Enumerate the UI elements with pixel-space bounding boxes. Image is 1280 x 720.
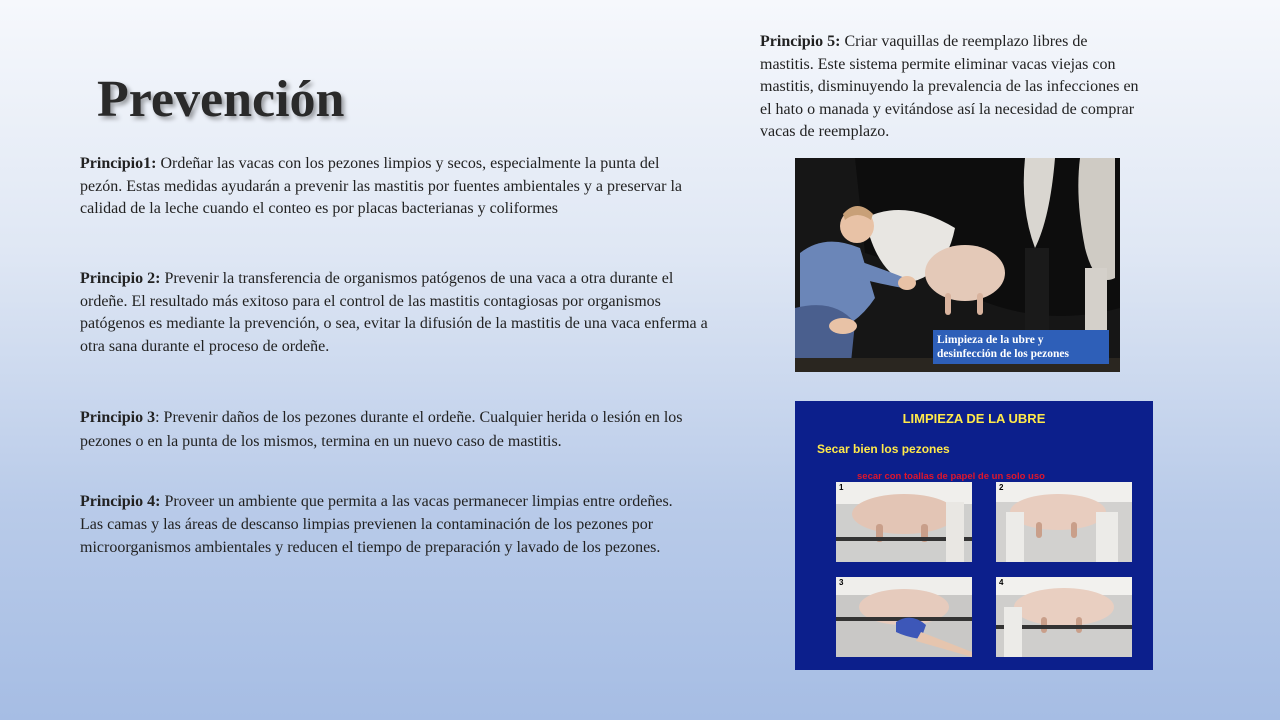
panel-number-2: 2	[999, 483, 1004, 492]
principle-4	[80, 490, 680, 559]
principle-2-label: Principio 2:	[80, 270, 161, 287]
udder-photo-4	[996, 577, 1132, 657]
panel-number-3: 3	[839, 578, 844, 587]
panel-number-1: 1	[839, 483, 844, 492]
principle-4-text: Proveer un ambiente que permita a las vacas permanecer limpias entre ordeñes. Las camas y las áreas de descanso limpias previenen la contaminación de los pezones por microorganismos ambientales y reducen el tiempo de preparación y lavado de los pezones.	[80, 493, 673, 556]
udder-drying-slide	[795, 401, 1153, 670]
slide-panel-1	[836, 482, 972, 562]
page-title: Prevención	[97, 71, 345, 128]
principle-5-label: Principio 5:	[760, 33, 841, 50]
photo-caption-line-1: Limpieza de la ubre y	[937, 334, 1044, 346]
panel-number-4: 4	[999, 578, 1004, 587]
principle-2-text: Prevenir la transferencia de organismos patógenos de una vaca a otra durante el ordeñe. El resultado más exitoso para el control de las mastitis contagiosas por organismos patógenos es mediante la prevención, o sea, evitar la difusión de la mastitis de una vaca enferma a otra sana durante el proceso de ordeñe.	[80, 270, 708, 355]
slide-note: secar con toallas de papel de un solo uso	[857, 471, 1045, 482]
principle-1-text: Ordeñar las vacas con los pezones limpios y secos, especialmente la punta del pezón. Estas medidas ayudarán a prevenir las mastitis por fuentes ambientales y a preservar la calidad de la leche cuando el conteo es por placas bacterianas y coliformes	[80, 155, 682, 217]
udder-photo-1	[836, 482, 972, 562]
slide-title: LIMPIEZA DE LA UBRE	[902, 411, 1046, 426]
photo-caption-line-2: desinfección de los pezones	[937, 348, 1069, 360]
principle-5-text: Criar vaquillas de reemplazo libres de mastitis. Este sistema permite eliminar vacas viejas con mastitis, disminuyendo la prevalencia de las infecciones en el hato o manada y evitándose así la necesidad de comprar vacas de reemplazo.	[760, 33, 1139, 140]
principle-3-text: : Prevenir daños de los pezones durante el ordeñe. Cualquier herida o lesión en los pezones o en la punta de los mismos, termina en un nuevo caso de mastitis.	[80, 409, 683, 450]
slide-panel-3	[836, 577, 972, 657]
slide-panel-2	[996, 482, 1132, 562]
udder-photo-2	[996, 482, 1132, 562]
principle-3	[80, 406, 700, 454]
udder-cleaning-photo	[795, 158, 1120, 372]
principle-4-label: Principio 4:	[80, 493, 161, 510]
principle-5	[760, 31, 1140, 144]
slide-subtitle: Secar bien los pezones	[817, 442, 950, 456]
principle-1-label: Principio1:	[80, 155, 157, 172]
principle-1	[80, 153, 700, 221]
udder-photo-3	[836, 577, 972, 657]
principle-3-label: Principio 3	[80, 409, 156, 426]
slide-panel-4	[996, 577, 1132, 657]
principle-2	[80, 268, 710, 358]
photo-caption	[933, 330, 1109, 364]
